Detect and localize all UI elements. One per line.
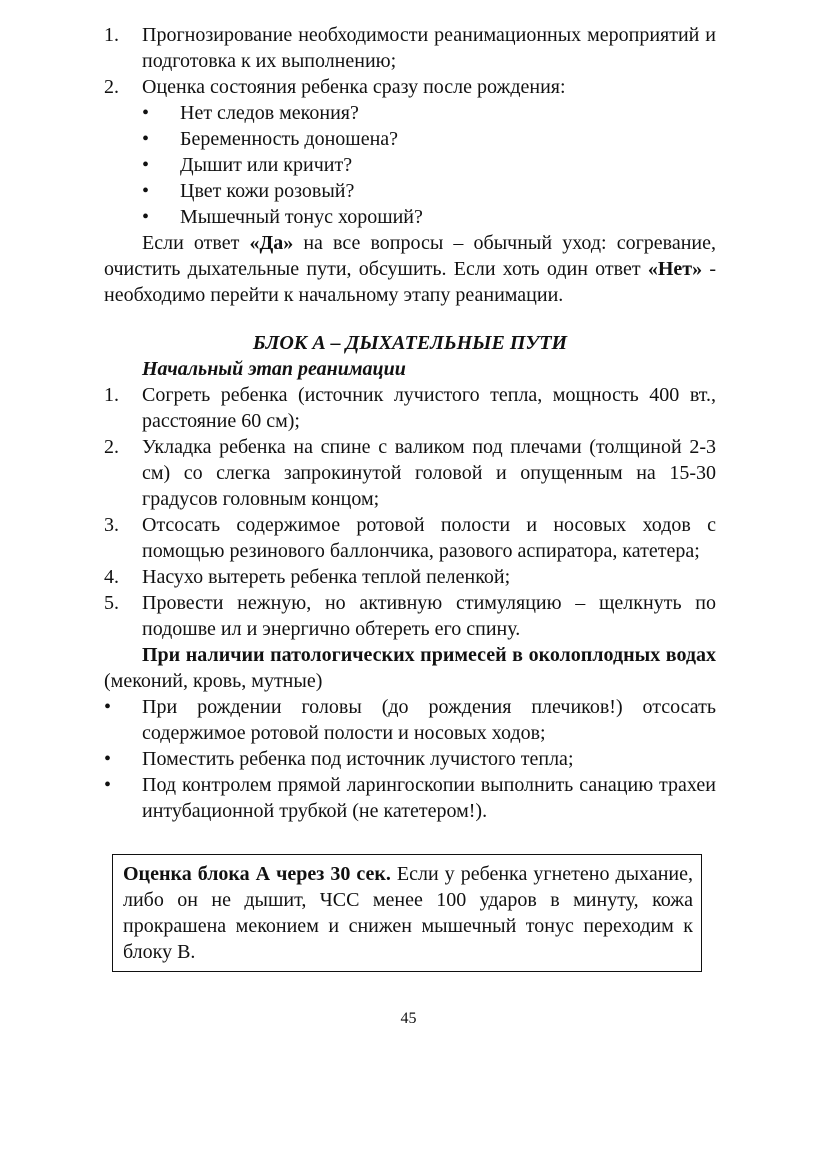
page-content <box>104 22 716 972</box>
question-text: Мышечный тонус хороший? <box>180 206 423 228</box>
answer-no: «Нет» <box>647 258 703 280</box>
item-text: Оценка состояния ребенка сразу после рождения: <box>142 76 566 98</box>
question-text: Беременность доношена? <box>180 128 399 150</box>
pathology-rest: (меконий, кровь, мутные) <box>104 670 323 692</box>
step-number: 4. <box>104 566 119 588</box>
block-a-heading: БЛОК А – ДЫХАТЕЛЬНЫЕ ПУТИ <box>252 332 568 354</box>
step-text: Укладка ребенка на спине с валиком под плечами (толщиной 2-3 см) со слегка запрокинутой головой и опущенным на 15-30 градусов головным концом; <box>142 436 716 510</box>
step-number: 3. <box>104 514 119 536</box>
pathology-item <box>104 772 716 824</box>
pathology-text: Под контролем прямой ларингоскопии выполнить санацию трахеи интубационной трубкой (не катетером!). <box>142 774 716 822</box>
answer-text: Если ответ <box>142 232 250 254</box>
block-a-assessment-box <box>112 854 702 972</box>
list-item <box>104 22 716 74</box>
step-text: Согреть ребенка (источник лучистого тепла, мощность 400 вт., расстояние 60 см); <box>142 384 716 432</box>
bullet-icon: • <box>142 154 150 176</box>
question-text: Нет следов мекония? <box>180 102 359 124</box>
question-item <box>104 152 716 178</box>
step-text: Насухо вытереть ребенка теплой пеленкой; <box>142 566 511 588</box>
question-item <box>104 204 716 230</box>
item-number: 2. <box>104 76 119 98</box>
answer-yes: «Да» <box>249 232 294 254</box>
step-number: 2. <box>104 436 119 458</box>
pathology-paragraph <box>104 642 716 694</box>
box-bold: Оценка блока А через 30 сек. <box>123 863 391 885</box>
question-text: Дышит или кричит? <box>180 154 353 176</box>
pathology-item <box>104 694 716 746</box>
box-rest: Если у ребенка угнетено дыхание, либо он не дышит, ЧСС менее 100 ударов в минуту, кожа прокрашена меконием и снижен мышечный тонус переходим к блоку В. <box>123 863 693 963</box>
question-text: Цвет кожи розовый? <box>180 180 355 202</box>
question-item <box>104 178 716 204</box>
bullet-icon: • <box>142 102 150 124</box>
step-text: Отсосать содержимое ротовой полости и носовых ходов с помощью резинового баллончика, разового аспиратора, катетера; <box>142 514 716 562</box>
item-number: 1. <box>104 24 119 46</box>
bullet-icon: • <box>104 774 112 796</box>
pathology-item <box>104 746 716 772</box>
question-item <box>104 126 716 152</box>
step-item <box>104 564 716 590</box>
page-number: 45 <box>400 1010 417 1027</box>
question-item <box>104 100 716 126</box>
step-item <box>104 434 716 512</box>
answer-paragraph <box>104 230 716 308</box>
initial-stage-heading: Начальный этап реанимации <box>142 358 406 380</box>
pathology-text: Поместить ребенка под источник лучистого тепла; <box>142 748 574 770</box>
pathology-bold: При наличии патологических примесей в околоплодных водах <box>142 644 716 666</box>
answer-text: - необходимо перейти к начальному этапу реанимации. <box>104 258 716 306</box>
step-item <box>104 512 716 564</box>
step-text: Провести нежную, но активную стимуляцию – щелкнуть по подошве ил и энергично обтереть его спину. <box>142 592 716 640</box>
bullet-icon: • <box>142 180 150 202</box>
step-item <box>104 382 716 434</box>
bullet-icon: • <box>142 206 150 228</box>
list-item <box>104 74 716 100</box>
bullet-icon: • <box>104 696 112 718</box>
bullet-icon: • <box>104 748 112 770</box>
item-text: Прогнозирование необходимости реанимационных мероприятий и подготовка к их выполнению; <box>142 24 716 72</box>
pathology-text: При рождении головы (до рождения плечиков!) отсосать содержимое ротовой полости и носовых ходов; <box>142 696 716 744</box>
step-number: 1. <box>104 384 119 406</box>
step-number: 5. <box>104 592 119 614</box>
bullet-icon: • <box>142 128 150 150</box>
step-item <box>104 590 716 642</box>
answer-text: на все вопросы – обычный уход: согревание, очистить дыхательные пути, обсушить. Если хоть один ответ <box>104 232 717 280</box>
